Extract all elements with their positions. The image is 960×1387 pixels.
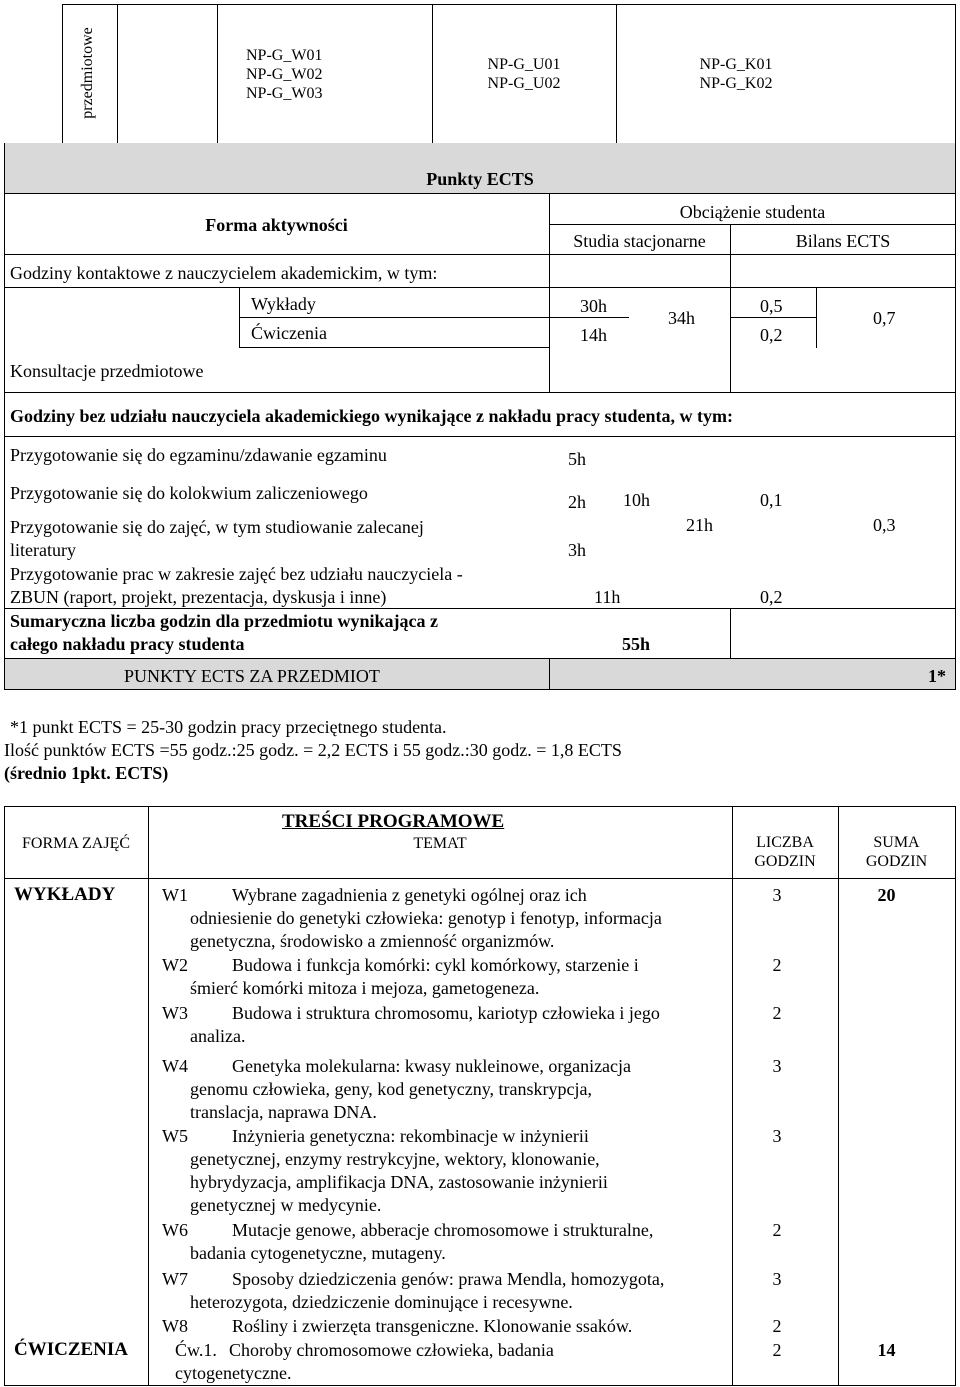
zajecia-label-1: Przygotowanie się do zajęć, w tym studiowanie zalecanej [10,517,424,537]
topic-code: W3 [162,1003,188,1023]
egzamin-label: Przygotowanie się do egzaminu/zdawanie egzaminu [10,445,387,465]
topic-hours: 3 [772,1269,782,1289]
topic-hours: 3 [772,885,782,905]
tresci-title: TREŚCI PROGRAMOWE [282,811,505,832]
zbun-label-2: ZBUN (raport, projekt, prezentacja, dyskusja i inne) [10,587,387,607]
effects-first-col-label: przedmiotowe [79,27,96,119]
bez-udzialu-header: Godziny bez udziału nauczyciela akademickiego wynikające z nakładu pracy studenta, w tym: [10,406,734,426]
forma-aktywnosci-header: Forma aktywności [205,215,348,235]
col-temat-header: TEMAT [413,835,467,852]
suma-label-2: całego nakładu pracy studenta [10,634,245,654]
topic-hours: 2 [772,1316,782,1336]
topic-text-line: Budowa i funkcja komórki: cykl komórkowy, starzenie i [232,955,639,975]
cwiczenia-ects: 0,2 [760,325,783,345]
note-line-3: (średnio 1pkt. ECTS) [4,763,169,783]
topic-text-line: Choroby chromosomowe człowieka, badania [229,1340,554,1360]
zbun-ects: 0,2 [760,587,783,607]
effects-k-list: NP-G_K01 NP-G_K02 [699,56,773,92]
egzamin-hours: 5h [568,449,586,469]
topic-text-line: cytogenetyczne. [175,1363,292,1383]
col-forma-header: FORMA ZAJĘĆ [21,835,131,852]
topic-text-line: śmierć komórki mitoza i mejoza, gametogeneza. [190,978,540,998]
effects-u-list: NP-G_U01 NP-G_U02 [487,56,561,92]
topic-code: W4 [162,1056,188,1076]
topic-code: W7 [162,1269,188,1289]
topic-hours: 2 [772,955,782,975]
topic-text-line: odniesienie do genetyki człowieka: genotyp i fenotyp, informacja [190,908,662,928]
punkty-ects-label: PUNKTY ECTS ZA PRZEDMIOT [124,666,380,686]
wyklady-label: Wykłady [251,294,316,314]
col-suma-header: SUMA GODZIN [865,834,928,870]
topic-code: W8 [162,1316,188,1336]
bez-sum-hours: 21h [686,515,713,535]
kolokwium-hours: 2h [568,492,586,512]
suma-label-1: Sumaryczna liczba godzin dla przedmiotu wynikająca z [10,611,438,631]
studia-header: Studia stacjonarne [573,231,706,251]
topic-text-line: Wybrane zagadnienia z genetyki ogólnej oraz ich [232,885,587,905]
col-liczba-header: LICZBA GODZIN [754,834,816,870]
topic-code: W5 [162,1126,188,1146]
topic-code: W2 [162,955,188,975]
effects-w-list: NP-G_W01 NP-G_W02 NP-G_W03 [246,47,323,102]
topic-text-line: genetycznej, enzymy restrykcyjne, wektory, klonowanie, [190,1149,600,1169]
punkty-ects-value: 1* [928,666,946,686]
wyklady-hours: 30h [580,296,607,316]
topic-text-line: badania cytogenetyczne, mutageny. [190,1243,446,1263]
note-line-2: Ilość punktów ECTS =55 godz.:25 godz. = 2,2 ECTS i 55 godz.:30 godz. = 1,8 ECTS [4,740,622,760]
topic-hours: 2 [772,1220,782,1240]
topic-text-line: Inżynieria genetyczna: rekombinacje w inżynierii [232,1126,589,1146]
kontakt-header: Godziny kontaktowe z nauczycielem akademickim, w tym: [10,263,438,283]
obciazenie-header: Obciążenie studenta [679,202,826,222]
wyklady-sum: 20 [877,885,896,905]
group-hours: 10h [623,490,650,510]
cwiczenia-hours: 14h [580,325,607,345]
topic-text-line: heterozygota, dziedziczenie dominujące i recesywne. [190,1292,573,1312]
cwiczenia-label: Ćwiczenia [251,323,327,343]
wyklady-form-label: WYKŁADY [14,884,116,905]
ects-title: Punkty ECTS [426,169,534,189]
topic-text-line: Genetyka molekularna: kwasy nukleinowe, organizacja [232,1056,632,1076]
kolokwium-label: Przygotowanie się do kolokwium zaliczeniowego [10,483,368,503]
topic-text-line: genetycznej w medycynie. [190,1195,382,1215]
topic-hours: 2 [772,1003,782,1023]
zajecia-hours: 3h [568,540,586,560]
topic-text-line: Budowa i struktura chromosomu, kariotyp człowieka i jego [232,1003,660,1023]
kontakt-sum-hours: 34h [668,308,695,328]
topic-text-line: Sposoby dziedziczenia genów: prawa Mendla, homozygota, [232,1269,665,1289]
group-ects: 0,1 [760,490,783,510]
topic-text-line: hybrydyzacja, amplifikacja DNA, zastosowanie inżynierii [190,1172,608,1192]
topic-text-line: translacja, naprawa DNA. [190,1102,377,1122]
zbun-hours: 11h [594,587,621,607]
topic-text-line: genetyczna, środowisko a zmienność organizmów. [190,931,555,951]
note-line-1: *1 punkt ECTS = 25-30 godzin pracy przeciętnego studenta. [10,717,447,737]
topic-hours: 3 [772,1056,782,1076]
topic-text-line: Mutacje genowe, abberacje chromosomowe i strukturalne, [232,1220,654,1240]
cwiczenia-form-label: ĆWICZENIA [14,1339,129,1360]
topic-code: W1 [162,885,188,905]
topic-code: W6 [162,1220,188,1240]
zbun-label-1: Przygotowanie prac w zakresie zajęć bez udziału nauczyciela - [10,564,463,584]
topic-hours: 2 [772,1340,782,1360]
topic-text-line: analiza. [190,1026,246,1046]
topic-text-line: genomu człowieka, geny, kod genetyczny, transkrypcja, [190,1079,593,1099]
bez-sum-ects: 0,3 [873,515,896,535]
zajecia-label-2: literatury [10,540,76,560]
wyklady-ects: 0,5 [760,296,783,316]
kontakt-sum-ects: 0,7 [873,308,896,328]
cwiczenia-sum: 14 [877,1340,896,1360]
konsultacje-label: Konsultacje przedmiotowe [10,361,204,381]
bilans-header: Bilans ECTS [795,231,891,251]
topic-code: Ćw.1. [175,1340,217,1360]
topic-text-line: Rośliny i zwierzęta transgeniczne. Klonowanie ssaków. [232,1316,633,1336]
topic-hours: 3 [772,1126,782,1146]
suma-hours: 55h [622,634,651,654]
